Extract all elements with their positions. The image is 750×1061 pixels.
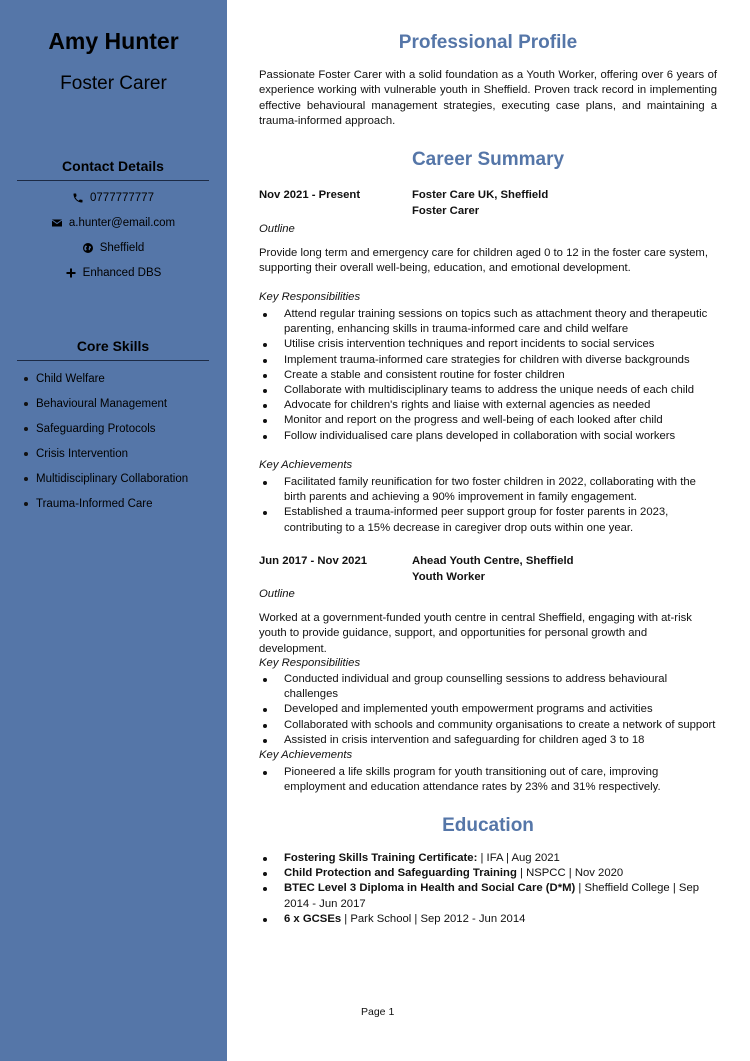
- list-item: Utilise crisis intervention techniques and report incidents to social services: [259, 337, 717, 352]
- responsibilities-label: Key Responsibilities: [259, 291, 361, 303]
- list-item: Attend regular training sessions on topics such as attachment theory and therapeutic parenting, enhancing skills in trauma-informed care and child welfare: [259, 307, 717, 337]
- globe-icon: [82, 242, 94, 254]
- qualification-details: | NSPCC | Nov 2020: [516, 867, 624, 880]
- skill-item: Multidisciplinary Collaboration: [22, 471, 188, 496]
- job-outline: Provide long term and emergency care for children aged 0 to 12 in the foster care system, supporting their overall well-being, education, and emotional development.: [259, 247, 708, 275]
- contact-phone-text[interactable]: 0777777777: [90, 192, 154, 204]
- education-item: [259, 912, 717, 927]
- skill-item: Trauma-Informed Care: [22, 496, 188, 521]
- job-title: Foster Carer: [412, 204, 480, 217]
- contact-email: [17, 217, 209, 229]
- profile-text: Passionate Foster Carer with a solid foundation as a Youth Worker, offering over 6 years of experience working with vulnerable youth in Sheffield. Proven track record in implementing effective behavioural management strategies, executing case plans, and maintaining a trauma-informed approach.: [259, 69, 717, 127]
- sidebar: [0, 0, 227, 1061]
- education-item: [259, 881, 717, 911]
- list-item: Create a stable and consistent routine for foster children: [259, 368, 717, 383]
- list-item: Facilitated family reunification for two foster children in 2022, collaborating with the birth parents and achieving a 90% improvement in family engagement.: [259, 475, 717, 505]
- qualification: BTEC Level 3 Diploma in Health and Social Care (D*M): [284, 882, 576, 895]
- list-item: Implement trauma-informed care strategies for children with diverse backgrounds: [259, 353, 717, 368]
- list-item: Collaborate with multidisciplinary teams to address the unique needs of each child: [259, 383, 717, 398]
- contact-email-text[interactable]: a.hunter@email.com: [68, 217, 176, 229]
- responsibilities-label: Key Responsibilities: [259, 657, 361, 669]
- qualification: 6 x GCSEs: [284, 912, 342, 925]
- outline-label: Outline: [259, 223, 295, 235]
- candidate-role: Foster Carer: [60, 73, 167, 94]
- list-item: Advocate for children's rights and liaise with external agencies as needed: [259, 398, 717, 413]
- profile-heading: Professional Profile: [398, 32, 578, 53]
- qualification: Child Protection and Safeguarding Training: [284, 867, 517, 880]
- skill-item: Child Welfare: [22, 371, 188, 396]
- list-item: Pioneered a life skills program for youth transitioning out of care, improving employment and education attendance rates by 23% and 31% respectively.: [259, 765, 717, 795]
- contact-location: [17, 242, 209, 254]
- page-number: Page 1: [361, 1006, 395, 1018]
- qualification: Fostering Skills Training Certificate:: [284, 852, 478, 864]
- list-item: Follow individualised care plans developed in collaboration with social workers: [259, 429, 717, 444]
- skill-item: Behavioural Management: [22, 396, 188, 421]
- achievements-label: Key Achievements: [259, 749, 353, 761]
- qualification-details: | Park School | Sep 2012 - Jun 2014: [341, 912, 526, 925]
- job-dates: Nov 2021 - Present: [259, 189, 361, 201]
- contact-location-text: Sheffield: [99, 242, 145, 254]
- job-outline: Worked at a government-funded youth centre in central Sheffield, engaging with at-risk youth to provide guidance, support, and opportunities for personal growth and development.: [259, 612, 692, 655]
- achievements-list: [259, 765, 717, 795]
- job-org: Foster Care UK, Sheffield: [412, 189, 549, 201]
- achievements-label: Key Achievements: [259, 459, 353, 471]
- contact-dbs: [17, 267, 209, 279]
- responsibilities-list: [259, 307, 717, 444]
- job-header: [412, 188, 548, 219]
- job-title: Youth Worker: [412, 570, 486, 583]
- education-item: [259, 851, 717, 866]
- list-item: Assisted in crisis intervention and safeguarding for children aged 3 to 18: [259, 733, 717, 748]
- skills-list: [22, 371, 188, 521]
- skill-item: Crisis Intervention: [22, 446, 188, 471]
- contact-dbs-text: Enhanced DBS: [82, 267, 162, 279]
- qualification-details: | Sheffield College | Sep 2014 - Jun 2017: [284, 882, 700, 910]
- qualification-details: | IFA | Aug 2021: [477, 852, 560, 864]
- list-item: Developed and implemented youth empowerment programs and activities: [259, 702, 717, 717]
- job-header: [412, 554, 574, 585]
- phone-icon: [72, 192, 84, 204]
- job-dates: Jun 2017 - Nov 2021: [259, 555, 368, 567]
- responsibilities-list: [259, 672, 717, 748]
- education-list: [259, 851, 717, 927]
- email-icon: [51, 217, 63, 229]
- skills-heading: Core Skills: [17, 338, 209, 361]
- education-heading: Education: [442, 815, 534, 836]
- outline-label: Outline: [259, 588, 295, 600]
- list-item: Collaborated with schools and community organisations to create a network of support: [259, 718, 717, 733]
- list-item: Established a trauma-informed peer support group for foster parents in 2023, contributing to a 15% decrease in caregiver drop outs within one year.: [259, 505, 717, 535]
- education-item: [259, 866, 717, 881]
- list-item: Conducted individual and group counselling sessions to address behavioural challenges: [259, 672, 717, 702]
- job-org: Ahead Youth Centre, Sheffield: [412, 555, 574, 567]
- candidate-name: Amy Hunter: [48, 28, 179, 54]
- achievements-list: [259, 475, 717, 536]
- plus-icon: [65, 267, 77, 279]
- contact-heading: Contact Details: [17, 158, 209, 181]
- career-heading: Career Summary: [411, 149, 565, 170]
- contact-phone: [17, 192, 209, 204]
- skill-item: Safeguarding Protocols: [22, 421, 188, 446]
- list-item: Monitor and report on the progress and well-being of each looked after child: [259, 413, 717, 428]
